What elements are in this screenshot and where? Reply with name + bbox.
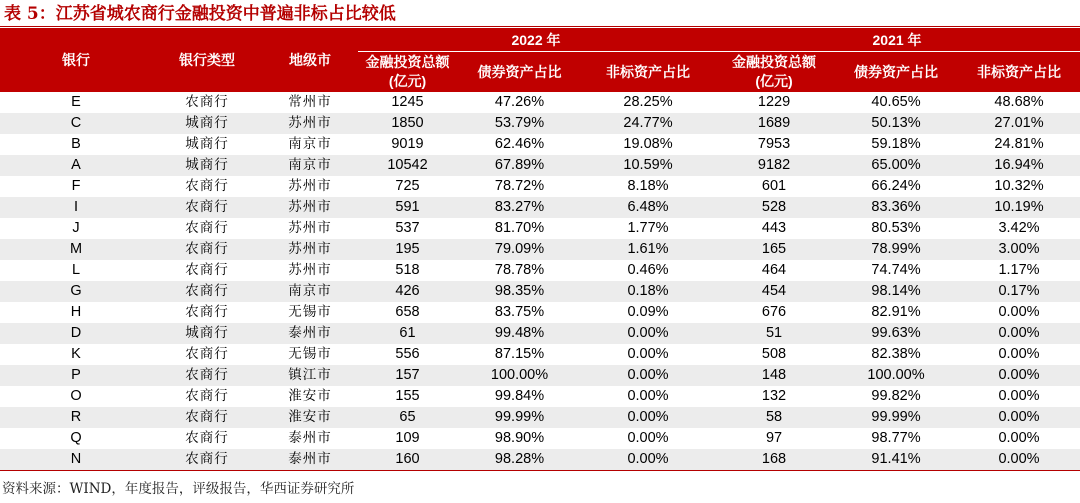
table-row <box>0 281 1080 302</box>
cell-fin-total-2022: 556 <box>358 344 457 365</box>
cell-bond-ratio-2022: 83.75% <box>457 302 582 323</box>
cell-bond-ratio-2021: 74.74% <box>834 260 958 281</box>
cell-nonstd-ratio-2021: 24.81% <box>958 134 1080 155</box>
cell-nonstd-ratio-2021: 0.17% <box>958 281 1080 302</box>
cell-city: 泰州市 <box>262 428 358 449</box>
cell-bond-ratio-2022: 67.89% <box>457 155 582 176</box>
table-row <box>0 92 1080 113</box>
cell-nonstd-ratio-2022: 0.00% <box>582 386 714 407</box>
table-row <box>0 239 1080 260</box>
cell-nonstd-ratio-2021: 0.00% <box>958 407 1080 428</box>
cell-bank-type: 农商行 <box>152 407 262 428</box>
cell-bank-type: 城商行 <box>152 134 262 155</box>
header-fin-total-label: 金融投资总额 <box>365 54 450 70</box>
cell-bank: J <box>0 218 152 239</box>
cell-bond-ratio-2022: 87.15% <box>457 344 582 365</box>
cell-bond-ratio-2022: 100.00% <box>457 365 582 386</box>
cell-bank-type: 农商行 <box>152 176 262 197</box>
cell-bond-ratio-2022: 99.84% <box>457 386 582 407</box>
header-bond-ratio-2021: 债券资产占比 <box>834 52 958 93</box>
cell-nonstd-ratio-2021: 0.00% <box>958 449 1080 471</box>
cell-nonstd-ratio-2022: 6.48% <box>582 197 714 218</box>
cell-fin-total-2021: 443 <box>714 218 834 239</box>
cell-bank-type: 农商行 <box>152 92 262 113</box>
cell-fin-total-2021: 454 <box>714 281 834 302</box>
cell-nonstd-ratio-2022: 19.08% <box>582 134 714 155</box>
cell-bond-ratio-2022: 83.27% <box>457 197 582 218</box>
cell-nonstd-ratio-2021: 10.19% <box>958 197 1080 218</box>
cell-fin-total-2022: 65 <box>358 407 457 428</box>
cell-bond-ratio-2021: 82.91% <box>834 302 958 323</box>
table-title: 表 5：江苏省城农商行金融投资中普遍非标占比较低 <box>4 4 396 24</box>
cell-fin-total-2022: 658 <box>358 302 457 323</box>
cell-bank-type: 农商行 <box>152 260 262 281</box>
cell-fin-total-2022: 157 <box>358 365 457 386</box>
cell-nonstd-ratio-2021: 0.00% <box>958 302 1080 323</box>
cell-bank: K <box>0 344 152 365</box>
cell-nonstd-ratio-2021: 0.00% <box>958 365 1080 386</box>
source-note: 资料来源：WIND，年度报告，评级报告，华西证券研究所 <box>2 481 355 497</box>
cell-bank: D <box>0 323 152 344</box>
cell-bank-type: 农商行 <box>152 344 262 365</box>
header-bank: 银行 <box>0 28 152 92</box>
cell-nonstd-ratio-2022: 0.46% <box>582 260 714 281</box>
cell-fin-total-2022: 591 <box>358 197 457 218</box>
table-row <box>0 386 1080 407</box>
title-divider <box>0 26 1080 27</box>
cell-bond-ratio-2022: 99.48% <box>457 323 582 344</box>
cell-nonstd-ratio-2022: 0.09% <box>582 302 714 323</box>
cell-city: 泰州市 <box>262 323 358 344</box>
table-row <box>0 344 1080 365</box>
cell-bond-ratio-2021: 99.63% <box>834 323 958 344</box>
cell-city: 镇江市 <box>262 365 358 386</box>
cell-bond-ratio-2021: 99.82% <box>834 386 958 407</box>
cell-bond-ratio-2022: 78.78% <box>457 260 582 281</box>
cell-bank: G <box>0 281 152 302</box>
header-year-2021: 2021 年 <box>714 28 1080 52</box>
cell-bank-type: 农商行 <box>152 218 262 239</box>
table-row <box>0 134 1080 155</box>
cell-nonstd-ratio-2022: 0.00% <box>582 428 714 449</box>
cell-city: 淮安市 <box>262 386 358 407</box>
cell-nonstd-ratio-2021: 10.32% <box>958 176 1080 197</box>
cell-bank: A <box>0 155 152 176</box>
cell-bond-ratio-2021: 82.38% <box>834 344 958 365</box>
cell-bank: F <box>0 176 152 197</box>
table-row <box>0 407 1080 428</box>
cell-fin-total-2022: 518 <box>358 260 457 281</box>
cell-bank: N <box>0 449 152 471</box>
header-row-years <box>0 28 1080 52</box>
cell-fin-total-2021: 1689 <box>714 113 834 134</box>
cell-nonstd-ratio-2022: 1.61% <box>582 239 714 260</box>
cell-city: 无锡市 <box>262 302 358 323</box>
cell-bond-ratio-2022: 79.09% <box>457 239 582 260</box>
cell-city: 南京市 <box>262 134 358 155</box>
cell-city: 苏州市 <box>262 176 358 197</box>
cell-bond-ratio-2022: 47.26% <box>457 92 582 113</box>
cell-nonstd-ratio-2022: 24.77% <box>582 113 714 134</box>
cell-fin-total-2022: 10542 <box>358 155 457 176</box>
cell-bank-type: 农商行 <box>152 302 262 323</box>
cell-bond-ratio-2022: 81.70% <box>457 218 582 239</box>
cell-nonstd-ratio-2022: 0.00% <box>582 365 714 386</box>
cell-bond-ratio-2022: 98.90% <box>457 428 582 449</box>
cell-fin-total-2021: 676 <box>714 302 834 323</box>
table-row <box>0 155 1080 176</box>
cell-nonstd-ratio-2021: 27.01% <box>958 113 1080 134</box>
cell-nonstd-ratio-2021: 48.68% <box>958 92 1080 113</box>
cell-bank: R <box>0 407 152 428</box>
cell-nonstd-ratio-2021: 16.94% <box>958 155 1080 176</box>
cell-nonstd-ratio-2022: 0.00% <box>582 449 714 471</box>
cell-nonstd-ratio-2022: 0.18% <box>582 281 714 302</box>
cell-fin-total-2022: 426 <box>358 281 457 302</box>
cell-fin-total-2021: 168 <box>714 449 834 471</box>
table-row <box>0 218 1080 239</box>
cell-fin-total-2021: 1229 <box>714 92 834 113</box>
table-row <box>0 449 1080 471</box>
cell-bond-ratio-2021: 98.14% <box>834 281 958 302</box>
cell-city: 淮安市 <box>262 407 358 428</box>
cell-bond-ratio-2021: 50.13% <box>834 113 958 134</box>
cell-bond-ratio-2021: 78.99% <box>834 239 958 260</box>
cell-bond-ratio-2021: 80.53% <box>834 218 958 239</box>
cell-nonstd-ratio-2022: 10.59% <box>582 155 714 176</box>
cell-bank: L <box>0 260 152 281</box>
header-fin-total-unit: (亿元) <box>755 73 793 89</box>
cell-bond-ratio-2022: 78.72% <box>457 176 582 197</box>
cell-nonstd-ratio-2022: 8.18% <box>582 176 714 197</box>
cell-fin-total-2021: 132 <box>714 386 834 407</box>
table-row <box>0 302 1080 323</box>
cell-bank-type: 城商行 <box>152 113 262 134</box>
cell-city: 苏州市 <box>262 113 358 134</box>
cell-city: 无锡市 <box>262 344 358 365</box>
cell-bank: P <box>0 365 152 386</box>
cell-nonstd-ratio-2021: 3.00% <box>958 239 1080 260</box>
header-year-2022: 2022 年 <box>358 28 714 52</box>
cell-fin-total-2021: 464 <box>714 260 834 281</box>
cell-city: 泰州市 <box>262 449 358 471</box>
header-bank-type: 银行类型 <box>152 28 262 92</box>
cell-city: 苏州市 <box>262 218 358 239</box>
cell-bond-ratio-2021: 99.99% <box>834 407 958 428</box>
cell-nonstd-ratio-2022: 1.77% <box>582 218 714 239</box>
cell-nonstd-ratio-2022: 0.00% <box>582 323 714 344</box>
cell-bank-type: 城商行 <box>152 155 262 176</box>
cell-bond-ratio-2021: 83.36% <box>834 197 958 218</box>
cell-nonstd-ratio-2021: 0.00% <box>958 386 1080 407</box>
cell-bond-ratio-2022: 53.79% <box>457 113 582 134</box>
header-city: 地级市 <box>262 28 358 92</box>
cell-nonstd-ratio-2022: 28.25% <box>582 92 714 113</box>
cell-bank: E <box>0 92 152 113</box>
cell-bond-ratio-2021: 98.77% <box>834 428 958 449</box>
cell-fin-total-2022: 1245 <box>358 92 457 113</box>
cell-fin-total-2022: 160 <box>358 449 457 471</box>
cell-fin-total-2022: 195 <box>358 239 457 260</box>
cell-fin-total-2022: 155 <box>358 386 457 407</box>
header-fin-total-label: 金融投资总额 <box>732 54 817 70</box>
cell-bank-type: 城商行 <box>152 323 262 344</box>
cell-fin-total-2021: 165 <box>714 239 834 260</box>
bank-investment-table <box>0 28 1080 471</box>
cell-bond-ratio-2021: 100.00% <box>834 365 958 386</box>
cell-bank: O <box>0 386 152 407</box>
cell-bond-ratio-2021: 65.00% <box>834 155 958 176</box>
cell-bond-ratio-2022: 62.46% <box>457 134 582 155</box>
cell-bank-type: 农商行 <box>152 386 262 407</box>
cell-bank: B <box>0 134 152 155</box>
cell-fin-total-2021: 9182 <box>714 155 834 176</box>
cell-bank-type: 农商行 <box>152 197 262 218</box>
cell-bank: M <box>0 239 152 260</box>
cell-city: 南京市 <box>262 155 358 176</box>
cell-fin-total-2022: 537 <box>358 218 457 239</box>
cell-fin-total-2021: 7953 <box>714 134 834 155</box>
cell-bank-type: 农商行 <box>152 239 262 260</box>
cell-bank: Q <box>0 428 152 449</box>
table-row <box>0 197 1080 218</box>
cell-city: 苏州市 <box>262 260 358 281</box>
cell-fin-total-2021: 148 <box>714 365 834 386</box>
header-fin-total-2022 <box>358 52 457 93</box>
table-row <box>0 323 1080 344</box>
header-bond-ratio-2022: 债券资产占比 <box>457 52 582 93</box>
cell-fin-total-2021: 601 <box>714 176 834 197</box>
cell-bank-type: 农商行 <box>152 365 262 386</box>
cell-fin-total-2022: 1850 <box>358 113 457 134</box>
table-row <box>0 176 1080 197</box>
cell-nonstd-ratio-2021: 3.42% <box>958 218 1080 239</box>
cell-fin-total-2022: 109 <box>358 428 457 449</box>
cell-bond-ratio-2021: 91.41% <box>834 449 958 471</box>
cell-nonstd-ratio-2021: 0.00% <box>958 428 1080 449</box>
cell-fin-total-2022: 725 <box>358 176 457 197</box>
table-row <box>0 260 1080 281</box>
cell-bond-ratio-2022: 99.99% <box>457 407 582 428</box>
cell-fin-total-2021: 51 <box>714 323 834 344</box>
cell-bank: H <box>0 302 152 323</box>
cell-fin-total-2022: 9019 <box>358 134 457 155</box>
cell-nonstd-ratio-2021: 0.00% <box>958 344 1080 365</box>
cell-fin-total-2022: 61 <box>358 323 457 344</box>
table-row <box>0 113 1080 134</box>
header-fin-total-2021 <box>714 52 834 93</box>
cell-bond-ratio-2021: 59.18% <box>834 134 958 155</box>
header-nonstd-ratio-2021: 非标资产占比 <box>958 52 1080 93</box>
header-nonstd-ratio-2022: 非标资产占比 <box>582 52 714 93</box>
cell-fin-total-2021: 58 <box>714 407 834 428</box>
header-fin-total-unit: (亿元) <box>388 73 427 89</box>
table-row <box>0 428 1080 449</box>
cell-bank-type: 农商行 <box>152 449 262 471</box>
cell-bank: I <box>0 197 152 218</box>
cell-bond-ratio-2022: 98.35% <box>457 281 582 302</box>
cell-bond-ratio-2022: 98.28% <box>457 449 582 471</box>
cell-fin-total-2021: 97 <box>714 428 834 449</box>
cell-nonstd-ratio-2022: 0.00% <box>582 407 714 428</box>
cell-city: 常州市 <box>262 92 358 113</box>
table-row <box>0 365 1080 386</box>
cell-city: 苏州市 <box>262 239 358 260</box>
cell-city: 南京市 <box>262 281 358 302</box>
cell-bank-type: 农商行 <box>152 281 262 302</box>
cell-bond-ratio-2021: 40.65% <box>834 92 958 113</box>
cell-bank: C <box>0 113 152 134</box>
cell-nonstd-ratio-2021: 1.17% <box>958 260 1080 281</box>
cell-fin-total-2021: 508 <box>714 344 834 365</box>
cell-city: 苏州市 <box>262 197 358 218</box>
table-body <box>0 92 1080 471</box>
cell-nonstd-ratio-2022: 0.00% <box>582 344 714 365</box>
cell-fin-total-2021: 528 <box>714 197 834 218</box>
cell-bond-ratio-2021: 66.24% <box>834 176 958 197</box>
cell-nonstd-ratio-2021: 0.00% <box>958 323 1080 344</box>
cell-bank-type: 农商行 <box>152 428 262 449</box>
